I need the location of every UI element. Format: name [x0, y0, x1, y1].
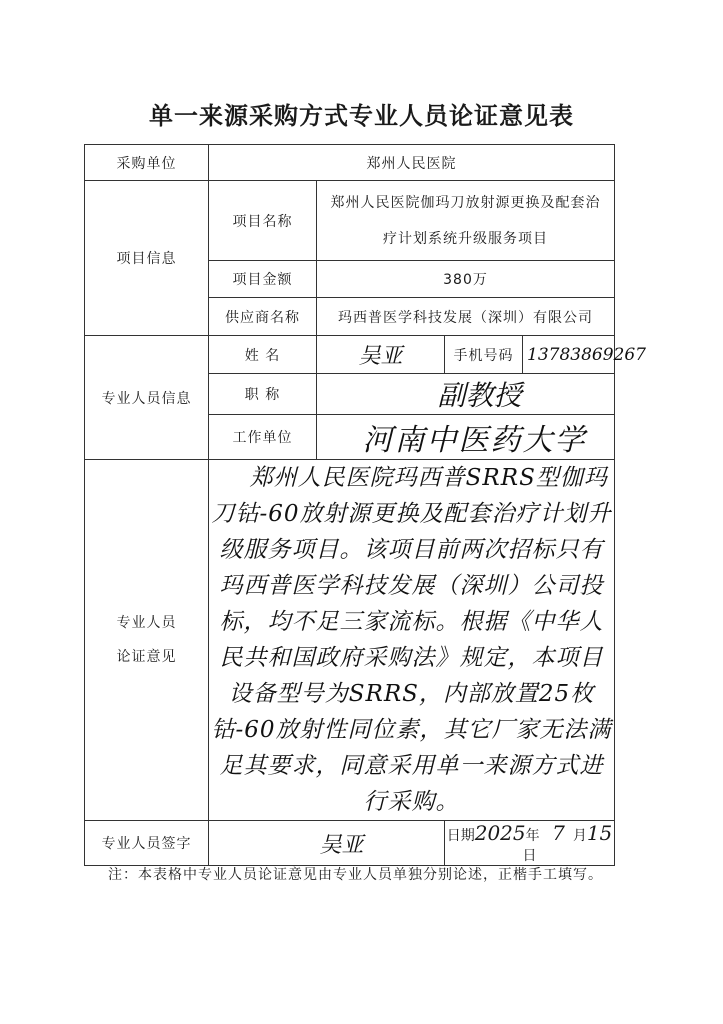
project-info-label: 项目信息: [85, 181, 209, 336]
expert-unit-label: 工作单位: [209, 415, 317, 460]
purchaser-label: 采购单位: [85, 145, 209, 181]
date-day: 15: [586, 821, 613, 845]
supplier-label: 供应商名称: [209, 298, 317, 336]
form-table: [84, 144, 646, 866]
date-label: 日期: [446, 828, 475, 844]
opinion-row: [85, 460, 615, 821]
footnote: 注：本表格中专业人员论证意见由专业人员单独分别论述，正楷手工填写。: [108, 867, 603, 883]
purchaser-row: [85, 145, 615, 181]
expert-unit-value: 河南中医药大学: [317, 415, 615, 460]
project-amount-value: 380万: [317, 261, 615, 298]
expert-title-label: 职 称: [209, 374, 317, 415]
project-name-row: [85, 181, 615, 221]
signature-date: 日期2025年 7 月15日: [445, 821, 615, 866]
expert-phone-label: 手机号码: [445, 336, 523, 374]
signature-label: 专业人员签字: [85, 821, 209, 866]
project-name-label: 项目名称: [209, 181, 317, 261]
signature-value: 吴亚: [209, 821, 445, 866]
page-title: 单一来源采购方式专业人员论证意见表: [149, 102, 574, 130]
expert-phone-value: 13783869267: [523, 336, 615, 374]
expert-name-label: 姓 名: [209, 336, 317, 374]
opinion-label-line1: 专业人员: [116, 615, 177, 631]
opinion-label: [85, 460, 209, 821]
opinion-label-line2: 论证意见: [116, 649, 177, 665]
date-month: 7: [552, 821, 565, 845]
purchaser-value: 郑州人民医院: [209, 145, 615, 181]
expert-name-value: 吴亚: [317, 336, 445, 374]
supplier-value: 玛西普医学科技发展（深圳）有限公司: [317, 298, 615, 336]
project-name-value: 郑州人民医院伽玛刀放射源更换及配套治疗计划系统升级服务项目: [317, 181, 615, 261]
expert-title-value: 副教授: [317, 374, 615, 415]
project-amount-label: 项目金额: [209, 261, 317, 298]
opinion-text: [209, 460, 615, 821]
opinion-paragraph: 郑州人民医院玛西普SRRS型伽玛刀钴-60放射源更换及配套治疗计划升级服务项目。该项目前两次招标只有玛西普医学科技发展（深圳）公司投标，均不足三家流标。根据《中华人民共和国政府采购法》规定，本项目设备型号为SRRS，内部放置25枚钴-60放射性同位素，其它厂家无法满足其要求，同意采用单一来源方式进行采购。: [211, 465, 612, 815]
expert-info-label: 专业人员信息: [85, 336, 209, 460]
expert-name-row: [85, 336, 615, 374]
date-year: 2025: [474, 821, 526, 845]
